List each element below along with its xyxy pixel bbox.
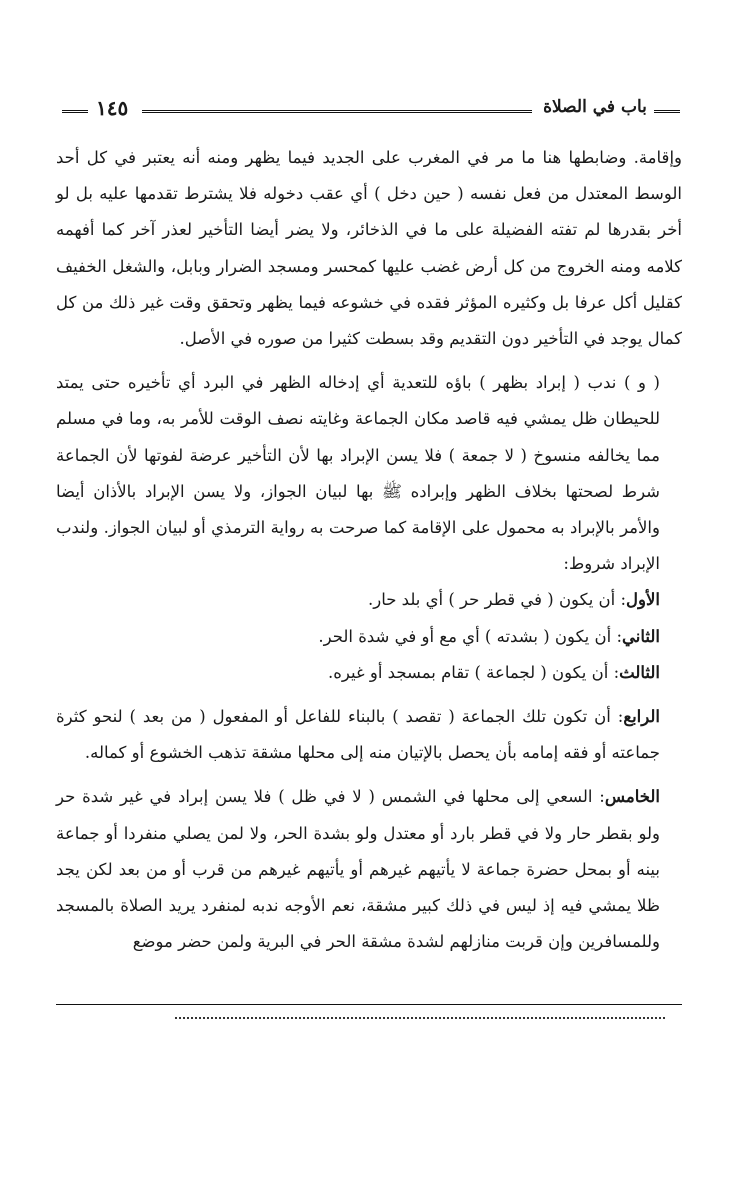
condition-third bbox=[56, 655, 682, 691]
condition-fourth-term: الرابع bbox=[623, 707, 660, 727]
condition-fourth-text: : أن تكون تلك الجماعة ( تقصد ) بالبناء للفاعل أو المفعول ( من بعد ) لنحو كثرة جماعته أو فقه إمامه بأن يحصل بالإتيان منه إلى محلها مشقة تذهب الخشوع أو كماله. bbox=[56, 707, 660, 763]
condition-third-term: الثالث bbox=[619, 662, 660, 682]
main-text bbox=[56, 140, 682, 960]
footnote-dotted-line bbox=[175, 1017, 665, 1019]
condition-fifth-text: : السعي إلى محلها في الشمس ( لا في ظل ) فلا يسن إبراد في غير شدة حر ولو بقطر حار ولا في قطر بارد أو معتدل ولو بشدة الحر، ولا لمن يصلي منفردا أو جماعة بينه أو بمحل حضرة جماعة لا يأتيهم غيرهم أو يأتيهم غيرهم من قرب أو من بعد لكن يجد ظلا يمشي فيه إذ ليس في ذلك كبير مشقة، نعم الأوجه ندبه لمنفرد يريد الصلاة بالمسجد وللمسافرين وإن قربت منازلهم لشدة مشقة الحر في البرية ولمن حضر موضع bbox=[56, 787, 660, 952]
condition-fifth-term: الخامس bbox=[604, 787, 660, 807]
page-number: ١٤٥ bbox=[96, 96, 129, 120]
condition-second-text: : أن يكون ( بشدته ) أي مع أو في شدة الحر. bbox=[318, 626, 623, 646]
paragraph-continuation: وإقامة. وضابطها هنا ما مر في المغرب على الجديد فيما يظهر ومنه أنه يعتبر في كل أحد الوسط المعتدل من فعل نفسه ( حين دخل ) أي عقب دخوله فلا يشترط تقدمها عليه بل لو أخر بقدرها لم تفته الفضيلة على ما في الذخائر، ولا يضر أيضا التأخير لعذر آخر كما أفهمه كلامه ومنه الخروج من كل أرض غضب عليها كمحسر ومسجد الضرار وبابل، والشغل الخفيف كقليل أكل عرفا بل وكثيره المؤثر فقده في خشوعه فيما يظهر وتحقق وقت غير ذلك من كل كمال يوجد في التأخير دون التقديم وقد بسطت كثيرا من صوره في الأصل. bbox=[56, 148, 682, 349]
condition-first bbox=[56, 582, 682, 618]
chapter-title: باب في الصلاة bbox=[543, 97, 647, 117]
condition-fourth bbox=[56, 699, 682, 771]
paragraph-ibrad: ( و ) ندب ( إبراد بظهر ) باؤه للتعدية أي إدخاله الظهر في البرد أي تأخيره حتى يمتد للحيطان ظل يمشي فيه قاصد مكان الجماعة وغايته نصف الوقت للأمر به، وما في مسلم مما يخالفه منسوخ ( لا جمعة ) فلا يسن الإبراد بها لأن التأخير عرضة لفوتها لأن الجماعة شرط لصحتها بخلاف الظهر وإبراده ﷺ بها لبيان الجواز، ولا يسن الإبراد بالأذان أيضا والأمر بالإبراد به محمول على الإقامة كما صرحت به رواية الترمذي أو لبيان الجواز. ولندب الإبراد شروط: bbox=[56, 373, 660, 574]
condition-first-term: الأول bbox=[626, 590, 660, 610]
header-rule-left bbox=[62, 110, 88, 113]
header-rule-middle bbox=[142, 110, 532, 113]
running-header bbox=[62, 96, 680, 130]
condition-second bbox=[56, 619, 682, 655]
condition-first-text: : أن يكون ( في قطر حر ) أي بلد حار. bbox=[367, 590, 627, 610]
footnote-separator bbox=[56, 1004, 682, 1005]
condition-fifth bbox=[56, 779, 682, 960]
condition-third-text: : أن يكون ( لجماعة ) تقام بمسجد أو غيره. bbox=[328, 662, 620, 682]
header-rule-right bbox=[654, 110, 680, 113]
condition-second-term: الثاني bbox=[622, 626, 660, 646]
